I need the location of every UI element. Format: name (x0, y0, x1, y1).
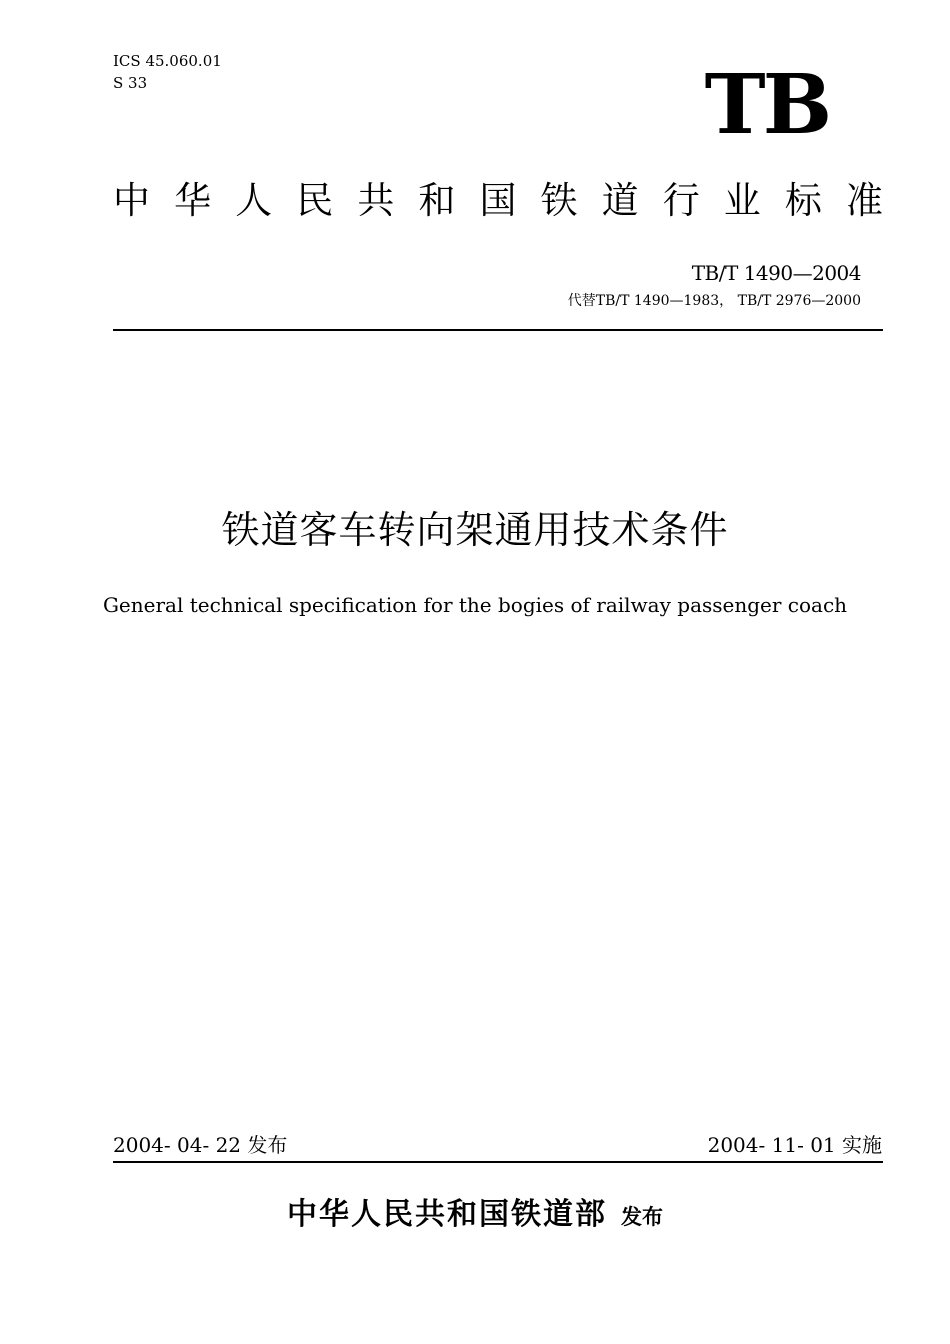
standard-type-char: 民 (296, 179, 334, 222)
standard-type-char: 中 (113, 179, 150, 222)
issuer-name: 中华人民共和国铁道部 (287, 1197, 607, 1232)
standard-type-char: 人 (235, 179, 273, 222)
issue-date: 2004- 04- 22 发布 (113, 1133, 288, 1157)
title-chinese: 铁道客车转向架通用技术条件 (221, 508, 729, 552)
standard-type-char: 标 (784, 179, 822, 222)
ics-code: ICS 45.060.01 (113, 52, 222, 70)
standard-type-char: 行 (662, 179, 700, 222)
standard-type-char: 准 (845, 179, 883, 222)
standard-type-char: 和 (418, 179, 456, 222)
standard-type-char: 铁 (540, 179, 578, 222)
classification-code: S 33 (113, 74, 148, 92)
standard-type-char: 道 (601, 179, 639, 222)
replaces-note: 代替TB/T 1490—1983， TB/T 2976—2000 (567, 293, 861, 309)
title-english: General technical specification for the bogies of railway passenger coach (102, 593, 848, 617)
issuer-verb: 发布 (621, 1205, 663, 1229)
standard-type-char: 共 (357, 179, 395, 222)
standard-type-char: 业 (723, 179, 761, 222)
tb-logo: TB (704, 57, 829, 153)
bottom-divider (113, 1161, 883, 1163)
top-divider (113, 329, 883, 331)
standard-number: TB/T 1490—2004 (691, 261, 861, 285)
standard-type-char: 华 (174, 179, 212, 222)
standard-type-char: 国 (479, 179, 517, 222)
standard-type-heading (113, 178, 883, 224)
implementation-date: 2004- 11- 01 实施 (707, 1133, 882, 1157)
issuer-line (0, 1196, 950, 1236)
